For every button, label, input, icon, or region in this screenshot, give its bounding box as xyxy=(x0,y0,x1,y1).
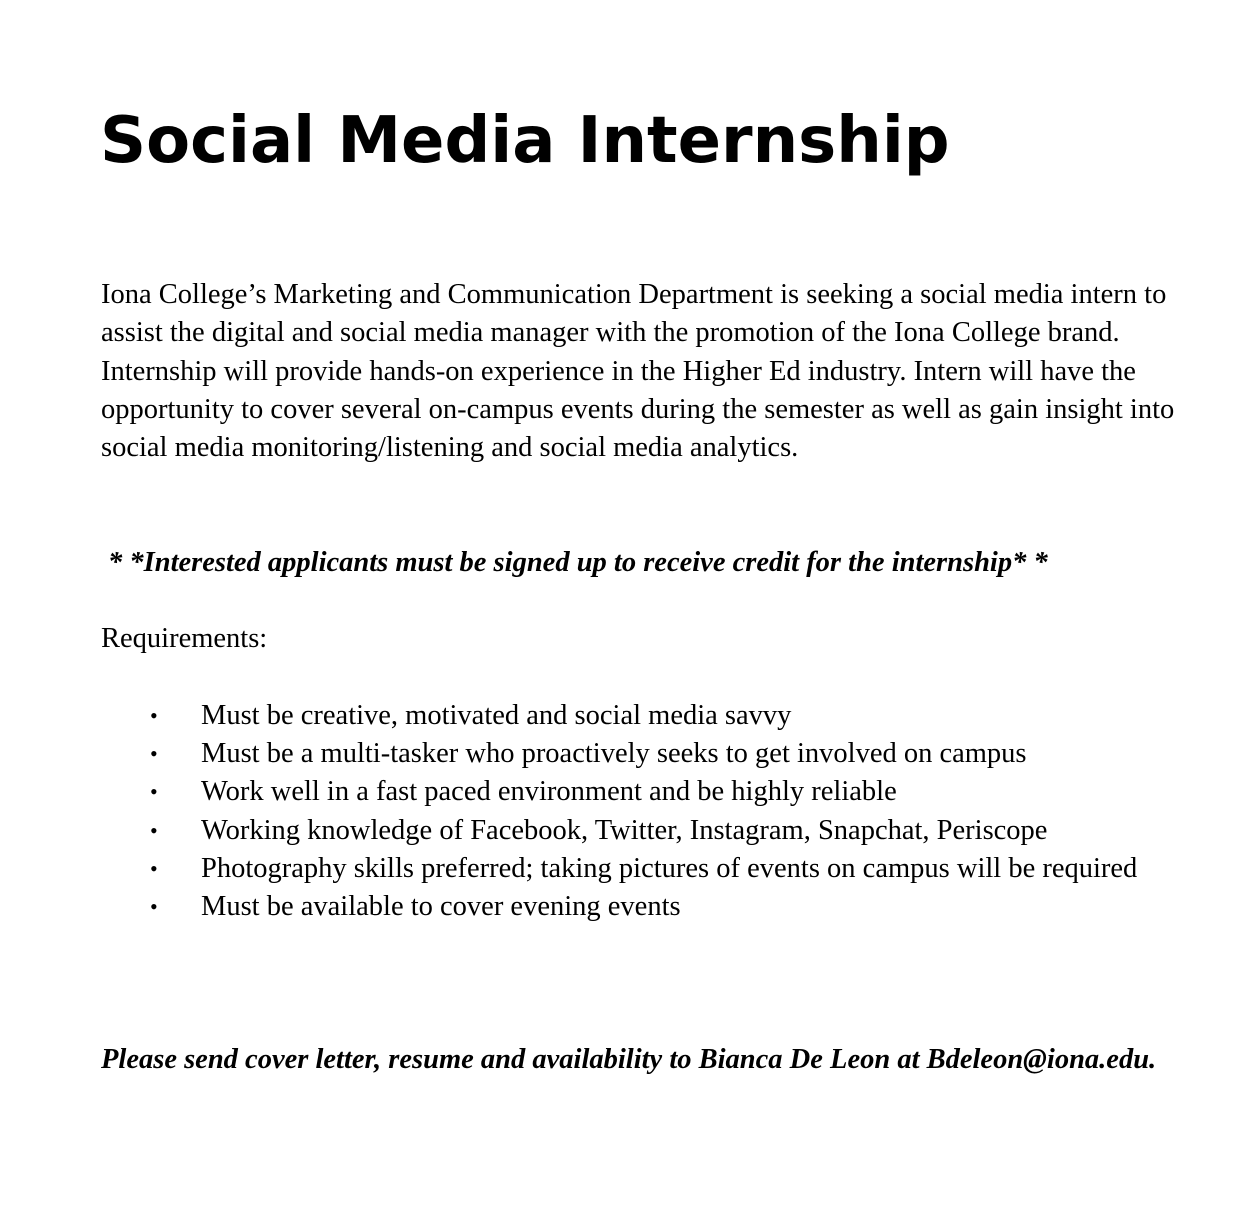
requirements-heading: Requirements: xyxy=(101,623,268,654)
requirement-item xyxy=(101,850,1211,888)
page-title: Social Media Internship xyxy=(100,104,950,178)
requirement-item xyxy=(101,735,1211,773)
bullet-icon: • xyxy=(150,855,158,881)
requirement-item xyxy=(101,773,1211,811)
requirement-text: Photography skills preferred; taking pictures of events on campus will be required xyxy=(201,852,1138,884)
requirement-text: Must be available to cover evening events xyxy=(201,891,681,923)
requirement-text: Working knowledge of Facebook, Twitter, Instagram, Snapchat, Periscope xyxy=(201,814,1048,846)
intro-paragraph: Iona College’s Marketing and Communication Department is seeking a social media intern to assist the digital and social media manager with the promotion of the Iona College brand. Internship will provide hands-on experience in the Higher Ed industry. Intern will have the opportunity to cover several on-campus events during the semester as well as gain insight into social media monitoring/listening and social media analytics. xyxy=(101,279,1175,464)
interested-applicants-note: * *Interested applicants must be signed up to receive credit for the internship* * xyxy=(108,547,1048,578)
requirement-text: Work well in a fast paced environment and be highly reliable xyxy=(201,776,897,808)
requirement-text: Must be creative, motivated and social media savvy xyxy=(201,700,792,731)
requirement-item xyxy=(101,888,1211,926)
requirement-text: Must be a multi-tasker who proactively seeks to get involved on campus xyxy=(201,738,1027,770)
requirement-item xyxy=(101,697,1211,735)
contact-instructions: Please send cover letter, resume and availability to Bianca De Leon at Bdeleon@iona.edu. xyxy=(101,1044,1157,1075)
bullet-icon: • xyxy=(150,779,158,805)
bullet-icon: • xyxy=(150,741,158,767)
requirement-item xyxy=(101,812,1211,850)
requirements-list xyxy=(101,697,1211,926)
bullet-icon: • xyxy=(150,817,158,843)
bullet-icon: • xyxy=(150,703,158,728)
bullet-icon: • xyxy=(150,894,158,920)
